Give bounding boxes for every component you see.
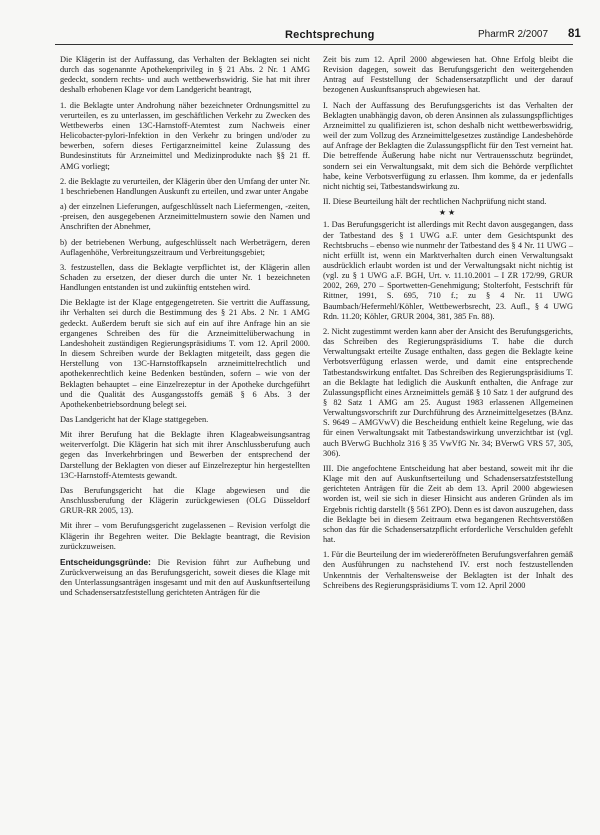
paragraph: 1. die Beklagte unter Androhung näher bezeichneter Ordnungsmittel zu verurteilen, es zu unterlassen, im geschäftlichen Verkehr zu Zwecken des Wettbewerbs einen 13C-Harnstoff-Atemtest zum Nachweis einer Helicobacter-pylori-Infektion in den Verkehr zu bringen und/oder zu bewerben, sofern dieses Fertigarzneimittel keine Zulassung des Bundesinstituts für Arzneimittel und Medizinprodukte nach §§ 21 ff. AMG vorliegt; — [60, 100, 310, 171]
paragraph — [60, 557, 310, 599]
paragraph: Das Landgericht hat der Klage stattgegeben. — [60, 415, 209, 424]
paragraph: III. Die angefochtene Entscheidung hat aber bestand, soweit mit ihr die Klage mit den auf Auskunftserteilung und Schadensersatzfeststellung gerichteten Anträgen für die Zeit ab dem 13. April 2000 abgewiesen worden ist, weil sie sich in dieser Hinsicht aus anderen Gründen als im Ergebnis richtig darstellt (§ 561 ZPO). Denn es ist davon auszugehen, dass die Beklagte bei in diesem Zeitraum etwa begangenen Rechtsverstößen schon das für die Schadensersatzpflicht erforderliche Verschulden gefehlt hat. — [323, 463, 573, 545]
page-number: 81 — [568, 28, 581, 40]
journal-issue: PharmR 2/2007 — [478, 29, 549, 40]
page-header — [0, 0, 600, 46]
paragraph: b) der betriebenen Werbung, aufgeschlüsselt nach Werbeträgern, deren Auflagenhöhe, Verbreitungszeitraum und Verbreitungsgebiet; — [60, 237, 310, 257]
paragraph: Zeit bis zum 12. April 2000 abgewiesen hat. Ohne Erfolg bleibt die Revision dagegen, soweit das Berufungsgericht den weitergehenden Antrag auf Feststellung der Schadensersatzpflicht und der darauf bezogenen Auskunftsanspruch abgewiesen hat. — [323, 55, 573, 95]
paragraph-text: Die Revision führt zur Aufhebung und Zurückverweisung an das Berufungsgericht, soweit dieses die Klage mit den Unterlassungsanträgen insgesamt und mit den auf Auskunftserteilung und Schadensersatzfeststellung gerichteten Anträgen für die — [60, 557, 310, 598]
paragraph: Die Beklagte ist der Klage entgegengetreten. Sie vertritt die Auffassung, ihr Verhalten sei durch die Bestimmung des § 21 Abs. 2 Nr. 1 AMG gedeckt. Außerdem beruft sie sich auf ein auf ihre Anfrage hin an sie ergangenes Schreiben des für die Arzneimittelüberwachung in Landeshoheit zuständigen Regierungspräsidiums T. vom 12. April 2000. In diesem Schreiben wurde der Beklagten mitgeteilt, dass gegen die Herstellung von 13C-Harnstoffkapseln arzneimittelrechtlich und apothekenrechtlich keine Bedenken bestünden, sofern – wie von der Beklagten behauptet – eine Einzelrezeptur in der Apotheke durchgeführt und die Qualität des Ausgangsstoffs gemäß § 6 Abs. 3 der Apothekenbetriebsordnung belegt sei. — [60, 298, 310, 409]
section-title: Rechtsprechung — [285, 29, 375, 41]
paragraph: a) der einzelnen Lieferungen, aufgeschlüsselt nach Liefermengen, -zeiten, -preisen, den ausgegebenen Arzneimittelmustern sowie den Namen und Anschriften der Abnehmer, — [60, 202, 310, 232]
left-column — [60, 55, 310, 604]
section-heading-entscheidungsgruende: Entscheidungsgründe: — [60, 556, 151, 567]
paragraph: Mit ihrer – vom Berufungsgericht zugelassenen – Revision verfolgt die Klägerin ihr Begehren weiter. Die Beklagte beantragt, die Revision zurückzuweisen. — [60, 521, 310, 551]
paragraph: Das Berufungsgericht hat die Klage abgewiesen und die Anschlussberufung der Klägerin zurückgewiesen (OLG Düsseldorf GRUR-RR 2005, 13). — [60, 485, 310, 516]
paragraph: II. Diese Beurteilung hält der rechtlichen Nachprüfung nicht stand. — [323, 197, 547, 207]
right-column — [323, 55, 573, 596]
paragraph: Mit ihrer Berufung hat die Beklagte ihren Klageabweisungsantrag weiterverfolgt. Die Klägerin hat sich mit ihrer Anschlussberufung auch gegen das Inverkehrbringen und Bewerben der entsprechend der Darstellung der Beklagten von dieser auf Einzelrezeptur hin hergestellten 13C-Harnstoff-Atemtests gewandt. — [60, 430, 310, 480]
header-rule — [55, 44, 573, 45]
asterism-mark: ★★ — [438, 208, 458, 218]
paragraph: 3. festzustellen, dass die Beklagte verpflichtet ist, der Klägerin allen Schaden zu ersetzen, der dieser durch die unter Nr. 1 bezeichneten Handlungen entstanden ist und zukünftig entstehen wird. — [60, 262, 310, 293]
paragraph: 2. Nicht zugestimmt werden kann aber der Ansicht des Berufungsgerichts, das Schreiben des Regierungspräsidiums T. habe die durch Verwaltungsakt erteilte Zusage enthalten, dass gegen die Beklagte keine Verbotsverfügung erlassen werde, und damit eine entsprechende Tatbestandswirkung entfaltet. Das Schreiben des Regierungspräsidiums T. an die Beklagte hat lediglich die Auskunft enthalten, die Anfrage zur Zulassungspflicht eines Arzneimittels gemäß § 10 Satz 1 der aufgrund des § 82 Satz 1 AMG am 25. August 1983 erlassenen Allgemeinen Verwaltungsvorschrift zur Durchführung des Arzneimittelgesetzes (BAnz. S. 9649 – AMGVwV) die Bescheidung enthielt keine Regelung, wie das für einen Verwaltungsakt mit Tatbestandswirkung unverzichtbar ist (vgl. auch BVerwG Buchholz 316 § 35 VwVfG Nr. 34; BVerwG VRS 57, 305, 306). — [323, 326, 573, 458]
paragraph: 1. Für die Beurteilung der im wiedereröffneten Berufungsverfahren gemäß den Ausführungen zu nachstehend IV. erst noch festzustellenden Unkenntnis der Verhaltensweise der Beklagten ist der Inhalt des Schreibens des Regierungspräsidiums T. vom 12. April 2000 — [323, 550, 573, 590]
paragraph: Die Klägerin ist der Auffassung, das Verhalten der Beklagten sei nicht durch das sogenannte Apothekenprivileg in § 21 Abs. 2 Nr. 1 AMG gedeckt, sondern rechts- und auch wettbewerbswidrig. Sie hat mit ihrer deshalb erhobenen Klage vor dem Landgericht beantragt, — [60, 55, 310, 95]
paragraph: 2. die Beklagte zu verurteilen, der Klägerin über den Umfang der unter Nr. 1 beschriebenen Handlungen Auskunft zu erteilen, und zwar unter Angabe — [60, 176, 310, 196]
paragraph: I. Nach der Auffassung des Berufungsgerichts ist das Verhalten der Beklagten unabhängig davon, ob deren Ansinnen als zulassungspflichtiges Arzneimittel zu qualifizieren ist, schon deshalb nicht wettbewerbswidrig, weil der zum Vollzug des Arzneimittelgesetzes zuständige Landesbehörde auf Anfrage der Beklagten die Zulassungspflicht für den Test verneint hat. Die betreffende Äußerung habe nicht nur Vertrauensschutz begründet, sondern sei ein Verwaltungsakt, mit dem sich die Behörde verpflichtet habe, keine Verbotsverfügung zu erlassen. Ihm komme, da er jedenfalls nicht nichtig sei, Tatbestandswirkung zu. — [323, 100, 573, 191]
paragraph: 1. Das Berufungsgericht ist allerdings mit Recht davon ausgegangen, dass der Tatbestand des § 1 UWG a.F. unter dem Gesichtspunkt des Rechtsbruchs – ebenso wie nunmehr der Tatbestand des § 4 Nr. 11 UWG – nicht erfüllt ist, wenn ein Marktverhalten durch einen Verwaltungsakt ausdrücklich erlaubt worden ist und der Verwaltungsakt nicht nichtig ist (vgl. zu § 1 UWG a.F. BGH, Urt. v. 11.10.2001 – I ZR 172/99, GRUR 2002, 269, 270 – Sportwetten-Genehmigung; Stolterfoht, Festschrift für Rittner, 1991, S. 695, 710 f.; zu § 4 Nr. 11 UWG Baumbach/Hefermehl/Köhler, Wettbewerbsrecht, 23. Aufl., § 4 UWG Rdn. 11.20; Köhler, GRUR 2004, 381, 385 Fn. 88). — [323, 220, 573, 321]
